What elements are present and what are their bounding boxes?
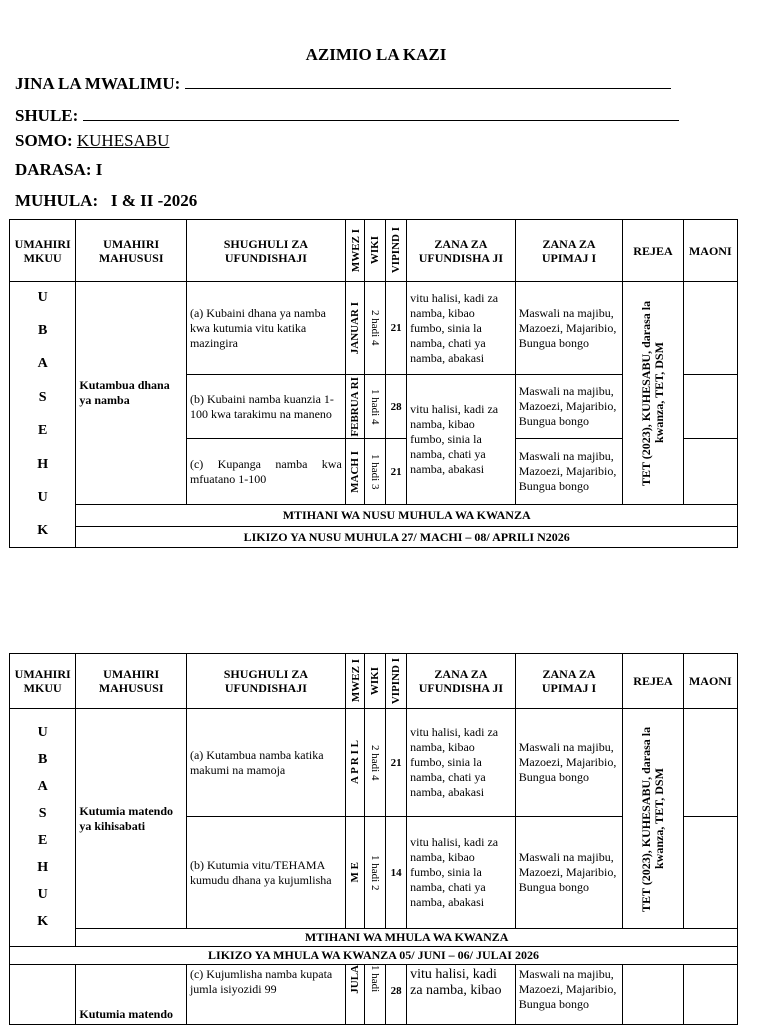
subject-letter: U xyxy=(37,490,48,506)
periods: 21 xyxy=(386,439,407,505)
periods: 14 xyxy=(386,817,407,929)
term-label: MUHULA: xyxy=(15,191,99,210)
header-umahiri-mahususi: UMAHIRI MAHUSUSI xyxy=(76,654,187,709)
header-zana-ufundisha: ZANA ZA UFUNDISHA JI xyxy=(407,220,516,282)
subject-cell-empty xyxy=(10,965,76,1025)
activity: (c) Kujumlisha namba kupata jumla isiyozidi 99 xyxy=(186,965,345,1025)
zana-upimaji: Maswali na majibu, Mazoezi, Majaribio, Bungua bongo xyxy=(515,375,623,439)
subject-letter: U xyxy=(37,289,48,305)
maoni-cell xyxy=(683,439,737,505)
zana-upimaji: Maswali na majibu, Mazoezi, Majaribio, Bungua bongo xyxy=(515,817,623,929)
subject-line xyxy=(15,131,169,151)
competence: Kutumia matendo xyxy=(76,965,187,1025)
zana-ufundisha: vitu halisi, kadi za namba, kibao xyxy=(407,965,516,1025)
table-header-row xyxy=(10,220,738,282)
week: 2 hadi 4 xyxy=(368,310,381,346)
maoni-cell xyxy=(683,375,737,439)
table-row xyxy=(10,282,738,375)
subject-letter: H xyxy=(37,456,49,472)
rejea: TET (2023), KUHESABU, darasa la kwanza, TET, DSM xyxy=(638,725,666,912)
week: 1 hadi 3 xyxy=(368,453,381,490)
term-value: I & II -2026 xyxy=(110,191,198,210)
zana-upimaji: Maswali na majibu, Mazoezi, Majaribio, Bungua bongo xyxy=(515,282,623,375)
periods: 21 xyxy=(386,709,407,817)
month: M E xyxy=(348,862,361,883)
scheme-table-2 xyxy=(9,653,738,1025)
subject-vertical xyxy=(10,284,75,546)
subject-label: SOMO: xyxy=(15,131,73,150)
activity: (b) Kutumia vitu/TEHAMA kumudu dhana ya kujumlisha xyxy=(186,817,345,929)
competence: Kutambua dhana ya namba xyxy=(76,282,187,505)
subject-letter: K xyxy=(37,523,49,539)
activity: (a) Kubaini dhana ya namba kwa kutumia vitu katika mazingira xyxy=(186,282,345,375)
week: 2 hadi 4 xyxy=(368,744,381,781)
week: 1 hadi 4 xyxy=(368,388,381,425)
header-umahiri-mkuu: UMAHIRI MKUU xyxy=(10,220,76,282)
scheme-table-1 xyxy=(9,219,738,548)
break-label: LIKIZO YA NUSU MUHULA 27/ MACHI – 08/ APRILI N2026 xyxy=(76,527,738,548)
subject-letter: K xyxy=(37,914,49,929)
header-vipindi: VIPIND I xyxy=(390,227,403,274)
break-label: LIKIZO YA MHULA WA KWANZA 05/ JUNI – 06/ JULAI 2026 xyxy=(10,947,738,965)
subject-letter: S xyxy=(38,389,47,405)
month: JULA xyxy=(348,965,361,994)
header-zana-upimaji: ZANA ZA UPIMAJ I xyxy=(515,654,623,709)
activity: (a) Kutambua namba katika makumi na mamoja xyxy=(186,709,345,817)
subject-letter: A xyxy=(37,356,48,372)
subject-letter: E xyxy=(38,833,48,848)
subject-letter: S xyxy=(38,806,47,821)
rejea-cell-empty xyxy=(623,965,683,1025)
header-shughuli: SHUGHULI ZA UFUNDISHAJI xyxy=(186,220,345,282)
header-maoni: MAONI xyxy=(683,654,737,709)
zana-upimaji: Maswali na majibu, Mazoezi, Majaribio, Bungua bongo xyxy=(515,439,623,505)
school-label: SHULE: xyxy=(15,106,79,125)
table-row xyxy=(10,965,738,1025)
subject-value: KUHESABU xyxy=(76,131,170,150)
header-mwezi: MWEZ I xyxy=(349,228,362,273)
header-rejea: REJEA xyxy=(623,654,683,709)
subject-letter: H xyxy=(37,860,49,875)
maoni-cell xyxy=(683,817,737,929)
zana-upimaji: Maswali na majibu, Mazoezi, Majaribio, Bungua bongo xyxy=(515,965,623,1025)
zana-ufundisha: vitu halisi, kadi za namba, kibao fumbo, sinia la namba, chati ya namba, abakasi xyxy=(407,375,516,505)
class-line: DARASA: I xyxy=(15,160,103,179)
month: JANUAR I xyxy=(348,301,361,355)
subject-letter: B xyxy=(38,322,48,338)
month: A P R I L xyxy=(348,740,361,785)
week: 1 hadi xyxy=(368,965,381,993)
subject-letter: U xyxy=(37,887,48,902)
month: FEBRUA RI xyxy=(348,376,361,437)
term-line xyxy=(15,191,197,211)
header-wiki: WIKI xyxy=(368,236,381,265)
periods: 28 xyxy=(386,965,407,1025)
teacher-name-line xyxy=(15,74,671,94)
header-umahiri-mkuu: UMAHIRI MKUU xyxy=(10,654,76,709)
exam-label: MTIHANI WA NUSU MUHULA WA KWANZA xyxy=(76,505,738,527)
header-mwezi: MWEZ I xyxy=(349,659,362,703)
header-rejea: REJEA xyxy=(623,220,683,282)
teacher-blank xyxy=(185,74,671,89)
header-wiki: WIKI xyxy=(368,666,381,696)
rejea: TET (2023), KUHESABU, darasa la kwanza, TET, DSM xyxy=(638,300,666,486)
zana-upimaji: Maswali na majibu, Mazoezi, Majaribio, Bungua bongo xyxy=(515,709,623,817)
header-zana-ufundisha: ZANA ZA UFUNDISHA JI xyxy=(407,654,516,709)
header-shughuli: SHUGHULI ZA UFUNDISHAJI xyxy=(186,654,345,709)
school-line xyxy=(15,106,679,126)
break-row xyxy=(10,527,738,548)
header-maoni: MAONI xyxy=(683,220,737,282)
school-blank xyxy=(83,106,679,121)
maoni-cell xyxy=(683,965,737,1025)
exam-label: MTIHANI WA MHULA WA KWANZA xyxy=(76,929,738,947)
header-zana-upimaji: ZANA ZA UPIMAJ I xyxy=(515,220,623,282)
periods: 28 xyxy=(386,375,407,439)
subject-vertical xyxy=(10,719,75,936)
break-row xyxy=(10,947,738,965)
periods: 21 xyxy=(386,282,407,375)
zana-ufundisha: vitu halisi, kadi za namba, kibao fumbo, sinia la namba, chati ya namba, abakasi xyxy=(407,282,516,375)
document-title: AZIMIO LA KAZI xyxy=(305,45,447,64)
zana-ufundisha: vitu halisi, kadi za namba, kibao fumbo, sinia la namba, chati ya namba, abakasi xyxy=(407,709,516,817)
maoni-cell xyxy=(683,709,737,817)
month: MACH I xyxy=(348,450,361,493)
subject-letter: U xyxy=(37,725,48,740)
activity: (c) Kupanga namba kwa mfuatano 1-100 xyxy=(186,439,345,505)
subject-letter: B xyxy=(38,752,48,767)
exam-row xyxy=(10,929,738,947)
zana-ufundisha: vitu halisi, kadi za namba, kibao fumbo, sinia la namba, chati ya namba, abakasi xyxy=(407,817,516,929)
header-umahiri-mahususi: UMAHIRI MAHUSUSI xyxy=(76,220,187,282)
header-vipindi: VIPIND I xyxy=(390,657,403,705)
competence: Kutumia matendo ya kihisabati xyxy=(76,709,187,929)
maoni-cell xyxy=(683,282,737,375)
table-row xyxy=(10,709,738,817)
week: 1 hadi 2 xyxy=(368,854,381,891)
exam-row xyxy=(10,505,738,527)
subject-letter: E xyxy=(38,423,48,439)
teacher-label: JINA LA MWALIMU: xyxy=(15,74,181,93)
activity: (b) Kubaini namba kuanzia 1-100 kwa tarakimu na maneno xyxy=(186,375,345,439)
table-header-row xyxy=(10,654,738,709)
subject-letter: A xyxy=(37,779,48,794)
